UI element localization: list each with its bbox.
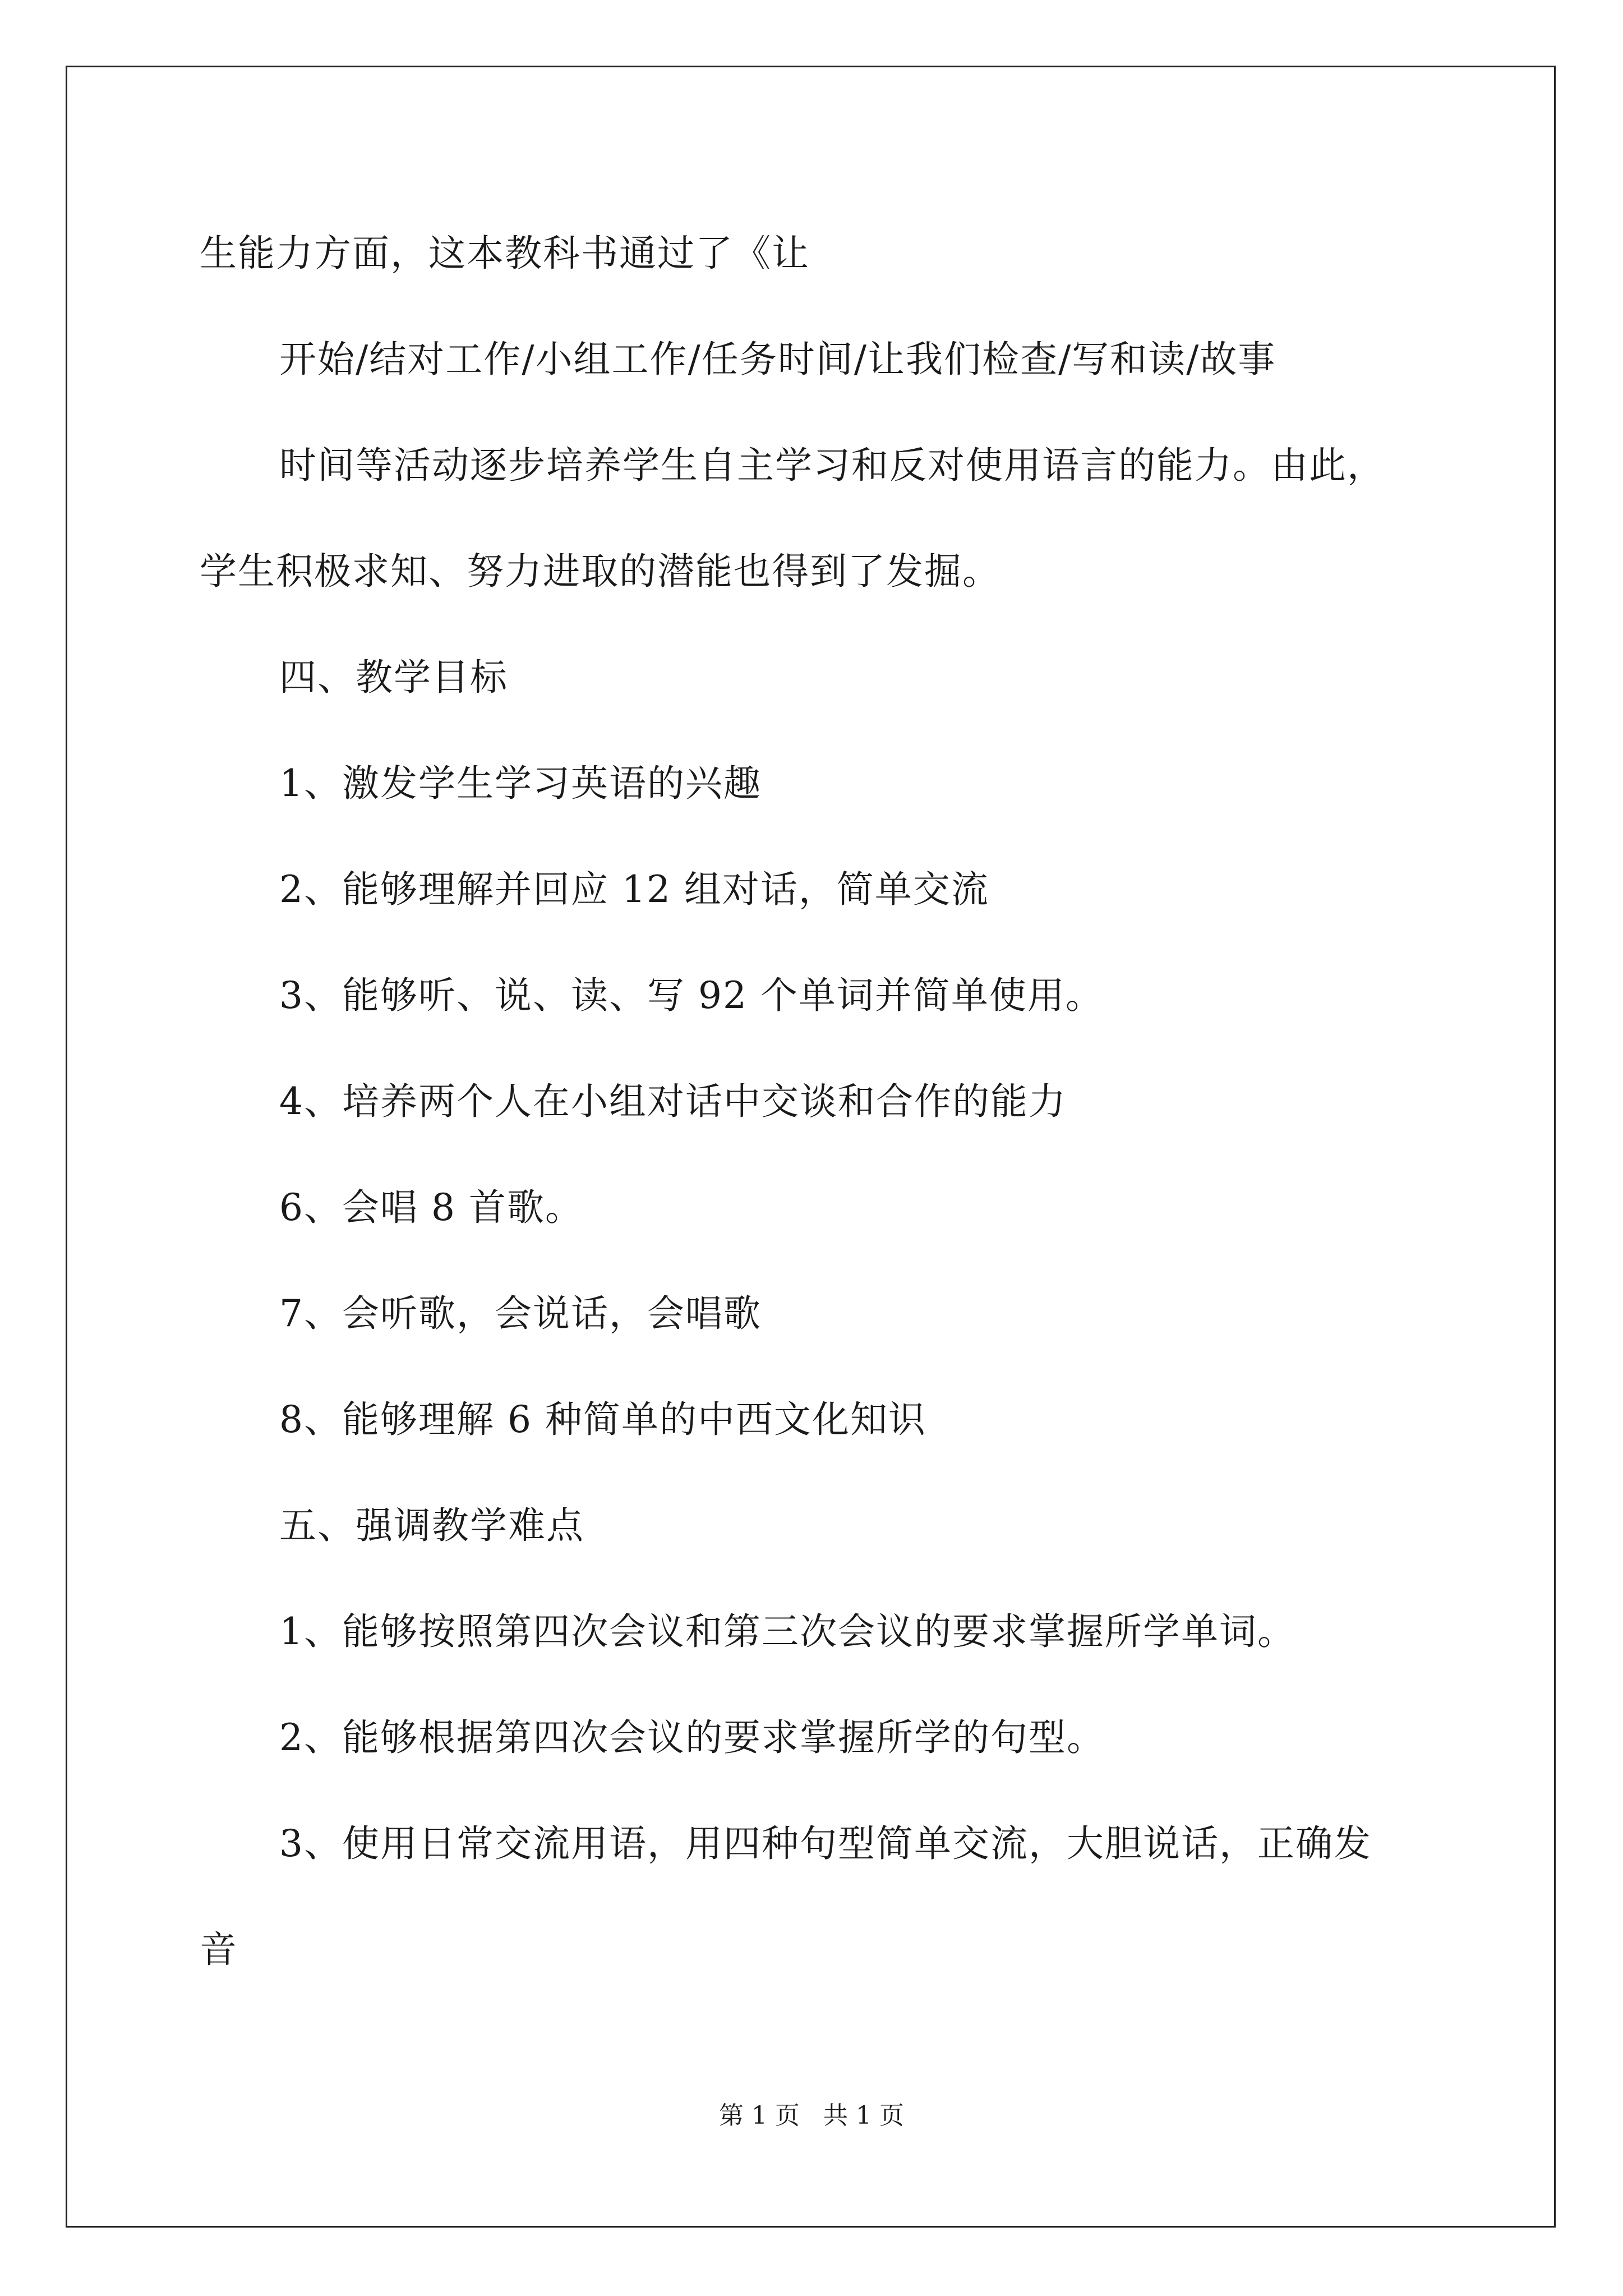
list-item: 1、能够按照第四次会议和第三次会议的要求掌握所学单词。 xyxy=(279,1610,1295,1653)
section-heading: 四、教学目标 xyxy=(279,656,508,699)
list-item: 2、能够理解并回应 12 组对话，简单交流 xyxy=(279,868,989,911)
list-item: 6、会唱 8 首歌。 xyxy=(279,1186,583,1229)
page-border xyxy=(66,66,1556,2228)
list-item: 7、会听歌，会说话，会唱歌 xyxy=(279,1292,762,1335)
text-line: 时间等活动逐步培养学生自主学习和反对使用语言的能力。由此， xyxy=(279,444,1385,487)
list-item: 1、激发学生学习英语的兴趣 xyxy=(279,762,762,805)
text-line: 学生积极求知、努力进取的潜能也得到了发掘。 xyxy=(200,550,1000,593)
section-heading: 五、强调教学难点 xyxy=(279,1504,584,1547)
page-footer: 第 1 页 共 1 页 xyxy=(719,2101,904,2130)
text-line: 生能力方面，这本教科书通过了《让 xyxy=(200,232,810,275)
list-item: 3、能够听、说、读、写 92 个单词并简单使用。 xyxy=(279,974,1104,1017)
list-item: 3、使用日常交流用语，用四种句型简单交流，大胆说话，正确发 xyxy=(279,1822,1372,1865)
list-item: 8、能够理解 6 种简单的中西文化知识 xyxy=(279,1398,926,1441)
text-line: 音 xyxy=(200,1928,238,1971)
text-line: 开始/结对工作/小组工作/任务时间/让我们检查/写和读/故事 xyxy=(279,338,1276,381)
list-item: 2、能够根据第四次会议的要求掌握所学的句型。 xyxy=(279,1716,1105,1759)
list-item: 4、培养两个人在小组对话中交谈和合作的能力 xyxy=(279,1080,1067,1123)
